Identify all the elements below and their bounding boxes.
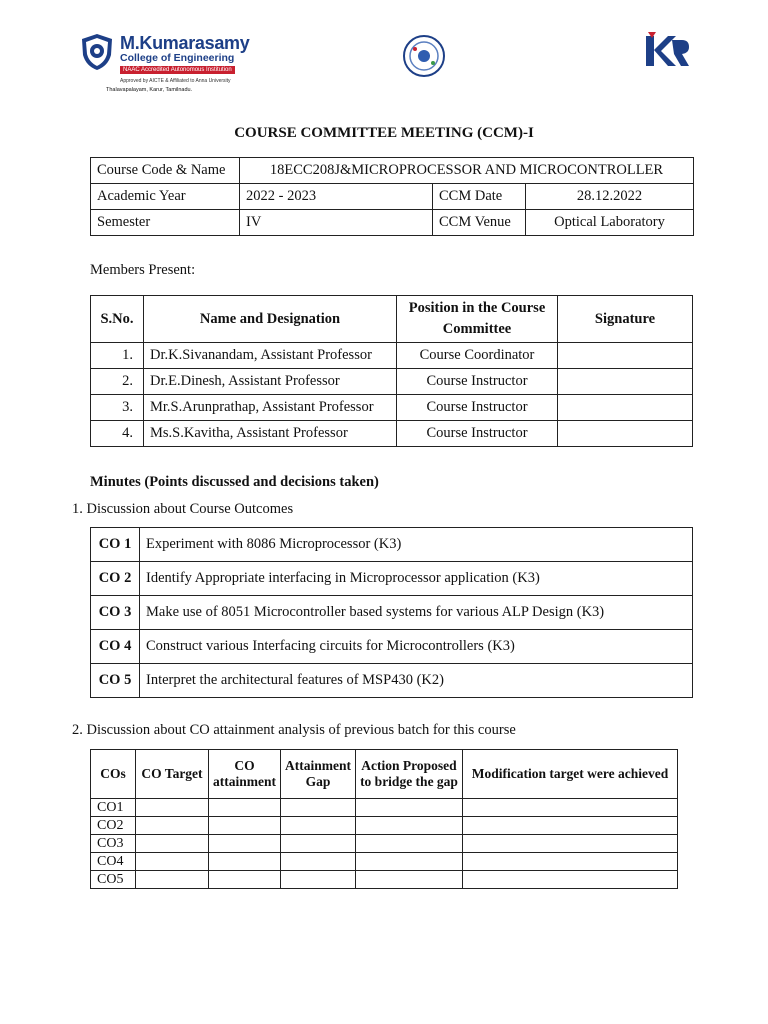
- col-attainment-gap: Attainment Gap: [281, 750, 356, 799]
- co-cell: CO4: [91, 853, 136, 871]
- col-name: Name and Designation: [144, 296, 397, 343]
- course-label: Course Code & Name: [91, 158, 240, 184]
- co-cell: CO3: [91, 835, 136, 853]
- point-2: 2. Discussion about CO attainment analysis of previous batch for this course: [72, 722, 516, 738]
- table-row: [91, 817, 678, 835]
- col-co-attainment: CO attainment: [209, 750, 281, 799]
- co-text: Interpret the architectural features of MSP430 (K2): [140, 664, 693, 698]
- year-label: Academic Year: [91, 184, 240, 210]
- member-signature: [558, 395, 693, 421]
- semester-label: Semester: [91, 210, 240, 236]
- venue-label: CCM Venue: [433, 210, 526, 236]
- member-sno: 1.: [91, 343, 144, 369]
- member-position: Course Instructor: [397, 395, 558, 421]
- course-outcomes-table: [90, 527, 693, 698]
- member-sno: 4.: [91, 421, 144, 447]
- co-text: Construct various Interfacing circuits for Microcontrollers (K3): [140, 630, 693, 664]
- co-code: CO 5: [91, 664, 140, 698]
- co-cell: CO2: [91, 817, 136, 835]
- table-row: [91, 395, 693, 421]
- course-info-table: [90, 157, 694, 236]
- college-approval: Approved by AICTE & Affiliated to Anna University: [120, 78, 231, 84]
- member-position: Course Instructor: [397, 369, 558, 395]
- col-co-target: CO Target: [136, 750, 209, 799]
- co-attainment-table: [90, 749, 678, 889]
- member-signature: [558, 421, 693, 447]
- members-table: [90, 295, 693, 447]
- table-row: [91, 562, 693, 596]
- table-row: [91, 835, 678, 853]
- col-action-proposed: Action Proposed to bridge the gap: [356, 750, 463, 799]
- table-row: [91, 343, 693, 369]
- college-logo: [78, 30, 253, 100]
- member-name: Dr.K.Sivanandam, Assistant Professor: [144, 343, 397, 369]
- table-row: [91, 871, 678, 889]
- table-row: [91, 664, 693, 698]
- semester-value: IV: [240, 210, 433, 236]
- co-code: CO 3: [91, 596, 140, 630]
- page-title: COURSE COMMITTEE MEETING (CCM)-I: [234, 125, 534, 141]
- naac-badge: NAAC Accredited Autonomous Institution: [120, 66, 235, 74]
- table-header-row: [91, 750, 678, 799]
- table-row: [91, 799, 678, 817]
- co-code: CO 4: [91, 630, 140, 664]
- college-subtitle: College of Engineering: [120, 52, 235, 64]
- member-signature: [558, 343, 693, 369]
- co-cell: CO5: [91, 871, 136, 889]
- ccm-date-value: 28.12.2022: [526, 184, 694, 210]
- emblem-icon: [400, 34, 448, 78]
- member-signature: [558, 369, 693, 395]
- co-text: Experiment with 8086 Microprocessor (K3): [140, 528, 693, 562]
- member-sno: 2.: [91, 369, 144, 395]
- venue-value: Optical Laboratory: [526, 210, 694, 236]
- members-label: Members Present:: [90, 262, 196, 278]
- table-row: [91, 184, 694, 210]
- co-text: Identify Appropriate interfacing in Microprocessor application (K3): [140, 562, 693, 596]
- table-row: [91, 853, 678, 871]
- table-row: [91, 421, 693, 447]
- member-name: Mr.S.Arunprathap, Assistant Professor: [144, 395, 397, 421]
- table-row: [91, 528, 693, 562]
- table-header-row: [91, 296, 693, 343]
- co-cell: CO1: [91, 799, 136, 817]
- col-signature: Signature: [558, 296, 693, 343]
- college-name: M.Kumarasamy: [120, 33, 250, 53]
- table-row: [91, 596, 693, 630]
- col-sno: S.No.: [91, 296, 144, 343]
- co-code: CO 2: [91, 562, 140, 596]
- col-modification: Modification target were achieved: [463, 750, 678, 799]
- table-row: [91, 369, 693, 395]
- co-text: Make use of 8051 Microcontroller based systems for various ALP Design (K3): [140, 596, 693, 630]
- kr-logo-icon: [644, 30, 690, 70]
- year-value: 2022 - 2023: [240, 184, 433, 210]
- table-row: [91, 630, 693, 664]
- member-name: Ms.S.Kavitha, Assistant Professor: [144, 421, 397, 447]
- ccm-date-label: CCM Date: [433, 184, 526, 210]
- member-position: Course Instructor: [397, 421, 558, 447]
- col-cos: COs: [91, 750, 136, 799]
- member-sno: 3.: [91, 395, 144, 421]
- table-row: [91, 158, 694, 184]
- col-position: Position in the Course Committee: [397, 296, 558, 343]
- member-name: Dr.E.Dinesh, Assistant Professor: [144, 369, 397, 395]
- minutes-heading: Minutes (Points discussed and decisions taken): [90, 474, 379, 490]
- member-position: Course Coordinator: [397, 343, 558, 369]
- college-crest-icon: [80, 33, 114, 71]
- point-1: 1. Discussion about Course Outcomes: [72, 501, 294, 517]
- table-row: [91, 210, 694, 236]
- college-place: Thalavapalayam, Karur, Tamilnadu.: [106, 87, 193, 93]
- course-value: 18ECC208J&MICROPROCESSOR AND MICROCONTROLLER: [240, 158, 694, 184]
- co-code: CO 1: [91, 528, 140, 562]
